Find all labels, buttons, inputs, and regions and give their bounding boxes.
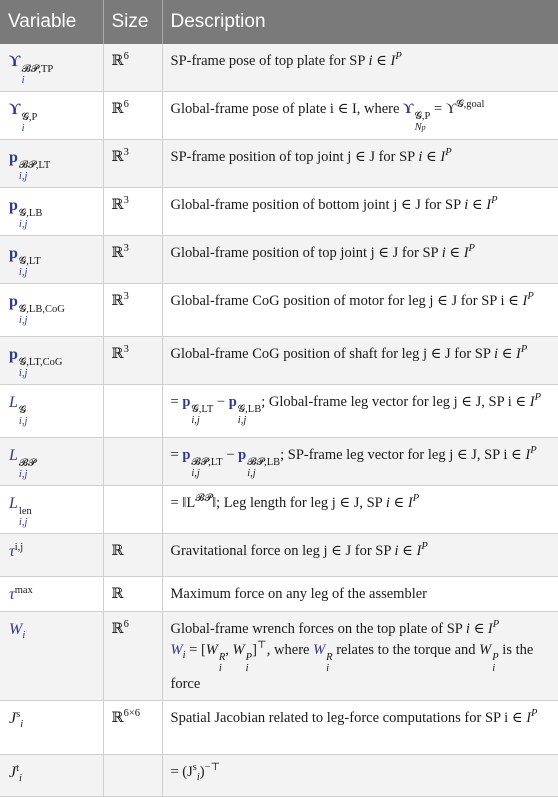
description-cell: Global-frame pose of plate i ∈ I, where ϒ 𝓖,P Np = $ϒ^{𝓖,goal}$	[162, 92, 558, 140]
variable-cell: p 𝓖,LB,CoG i,j	[0, 284, 103, 337]
variable-cell: $\tau^{i,j}$	[0, 534, 103, 577]
description-cell: Global-frame position of top joint j ∈ J for SP i ∈ $I^P$	[162, 236, 558, 284]
size-cell: ℝ$^3$	[103, 140, 162, 188]
table-row	[0, 188, 558, 236]
description-cell: Gravitational force on leg j ∈ J for SP i ∈ $I^P$	[162, 534, 558, 577]
table-row	[0, 486, 558, 534]
variable-cell: p 𝓑𝓟,LT i,j	[0, 140, 103, 188]
description-cell: = $‖L^{𝓑𝓟}‖$; Leg length for leg j ∈ J, SP i ∈ $I^P$	[162, 486, 558, 534]
table-row	[0, 236, 558, 284]
size-cell: ℝ$^6$	[103, 44, 162, 92]
size-cell	[103, 486, 162, 534]
size-cell: ℝ$^3$	[103, 337, 162, 385]
description-cell: Global-frame CoG position of motor for leg j ∈ J for SP i ∈ $I^P$	[162, 284, 558, 337]
variable-cell: L len i,j	[0, 486, 103, 534]
variable-cell: p 𝓖,LT i,j	[0, 236, 103, 284]
table-row	[0, 755, 558, 797]
size-cell	[103, 438, 162, 486]
variable-cell: $J^s_i$	[0, 701, 103, 755]
size-cell: ℝ$^{6\times 6}$	[103, 701, 162, 755]
table-row	[0, 438, 558, 486]
table-row	[0, 337, 558, 385]
header-description: Description	[162, 0, 558, 44]
description-cell: = p 𝓑𝓟,LT i,j − p 𝓑𝓟,LB i,j ; SP-frame leg vector for leg j ∈ J, SP i ∈ $I^P$	[162, 438, 558, 486]
table-row	[0, 612, 558, 701]
table-row	[0, 92, 558, 140]
table-header-row	[0, 0, 558, 44]
description-cell: = p 𝓖,LT i,j − p 𝓖,LB i,j ; Global-frame leg vector for leg j ∈ J, SP i ∈ $I^P$	[162, 385, 558, 438]
table-row	[0, 284, 558, 337]
variable-cell: p 𝓖,LB i,j	[0, 188, 103, 236]
table-row	[0, 140, 558, 188]
table-row	[0, 44, 558, 92]
table-row	[0, 534, 558, 577]
description-cell: Global-frame CoG position of shaft for leg j ∈ J for SP i ∈ $I^P$	[162, 337, 558, 385]
size-cell: ℝ$^3$	[103, 284, 162, 337]
description-cell: SP-frame pose of top plate for SP i ∈ $I^P$	[162, 44, 558, 92]
size-cell: ℝ$^6$	[103, 92, 162, 140]
size-cell	[103, 755, 162, 797]
size-cell: ℝ	[103, 577, 162, 612]
description-cell: SP-frame position of top joint j ∈ J for SP i ∈ $I^P$	[162, 140, 558, 188]
size-cell: ℝ	[103, 534, 162, 577]
variable-cell: $J^t_i$	[0, 755, 103, 797]
variable-cell: L 𝓑𝓟 i,j	[0, 438, 103, 486]
description-cell: Global-frame wrench forces on the top plate of SP i ∈ $I^P$ $W_i = [W$ R i , W P i ]⊤, where W R i relates to the torque and W P i is the force	[162, 612, 558, 701]
description-cell: Spatial Jacobian related to leg-force computations for SP i ∈ $I^P$	[162, 701, 558, 755]
table-row	[0, 385, 558, 438]
table-row	[0, 701, 558, 755]
description-cell: = $(J^s_i)^{-⊤}$	[162, 755, 558, 797]
variable-cell: p 𝓖,LT,CoG i,j	[0, 337, 103, 385]
variable-cell: ϒ 𝓖,P i	[0, 92, 103, 140]
description-cell: Global-frame position of bottom joint j ∈ J for SP i ∈ $I^P$	[162, 188, 558, 236]
variable-cell: ϒ 𝓑𝓟,TP i	[0, 44, 103, 92]
size-cell: ℝ$^3$	[103, 188, 162, 236]
size-cell: ℝ$^3$	[103, 236, 162, 284]
table-row	[0, 577, 558, 612]
size-cell	[103, 385, 162, 438]
variable-cell: $W_i$	[0, 612, 103, 701]
size-cell: ℝ$^6$	[103, 612, 162, 701]
header-variable: Variable	[0, 0, 103, 44]
variable-cell: $\tau^{max}$	[0, 577, 103, 612]
header-size: Size	[103, 0, 162, 44]
description-cell: Maximum force on any leg of the assembler	[162, 577, 558, 612]
variable-cell: L 𝓖 i,j	[0, 385, 103, 438]
